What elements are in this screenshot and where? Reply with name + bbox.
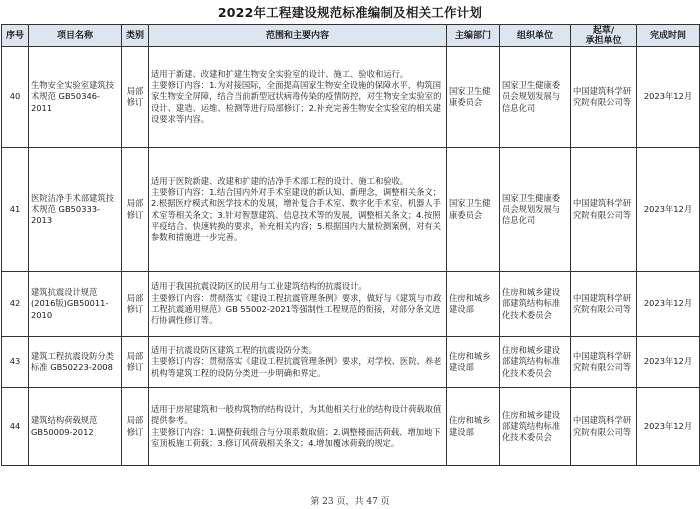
dept-cell: 住房和城乡建设部 bbox=[447, 272, 500, 337]
scope-applicability: 适用于抗震设防区建筑工程的抗震设防分类。 bbox=[151, 345, 317, 356]
name-cell: 建筑工程抗震设防分类标准 GB50223-2008 bbox=[29, 337, 122, 388]
col-header-drafter bbox=[571, 25, 637, 47]
name-cell: 生物安全实验室建筑技术规范 GB50346-2011 bbox=[29, 47, 122, 148]
drafter-header-line1: 起草/ bbox=[592, 25, 615, 36]
type-cell: 局部修订 bbox=[122, 148, 149, 272]
col-header-org: 组织单位 bbox=[500, 25, 571, 47]
plan-table bbox=[1, 24, 700, 466]
drafter-cell: 中国建筑科学研究院有限公司等 bbox=[571, 388, 637, 466]
table-row bbox=[2, 272, 700, 337]
seq-cell: 42 bbox=[2, 272, 29, 337]
scope-applicability: 适用于医院新建、改建和扩建的洁净手术部工程的设计、施工和验收。 bbox=[151, 175, 409, 186]
table-row bbox=[2, 148, 700, 272]
drafter-cell: 中国建筑科学研究院有限公司等 bbox=[571, 47, 637, 148]
col-header-scope: 范围和主要内容 bbox=[149, 25, 447, 47]
org-cell: 住房和城乡建设部建筑结构标准化技术委员会 bbox=[500, 388, 571, 466]
drafter-cell: 中国建筑科学研究院有限公司等 bbox=[571, 272, 637, 337]
dept-cell: 国家卫生健康委员会 bbox=[447, 47, 500, 148]
name-cell: 建筑结构荷载规范 GB50009-2012 bbox=[29, 388, 122, 466]
time-cell: 2023年12月 bbox=[637, 47, 700, 148]
page-number: 第 23 页，共 47 页 bbox=[310, 497, 390, 507]
time-cell: 2023年12月 bbox=[637, 388, 700, 466]
table-row bbox=[2, 337, 700, 388]
seq-cell: 40 bbox=[2, 47, 29, 148]
org-cell: 国家卫生健康委员会规划发展与信息化司 bbox=[500, 148, 571, 272]
scope-revisions: 主要修订内容：贯彻落实《建设工程抗震管理条例》要求，对学校、医院、养老机构等建筑工程的设防分类进一步明确和界定。 bbox=[151, 356, 442, 378]
page-title: 2022年工程建设规范标准编制及相关工作计划 bbox=[217, 5, 483, 20]
scope-revisions: 主要修订内容：贯彻落实《建设工程抗震管理条例》要求，做好与《建筑与市政工程抗震通用规范》GB 55002-2021等强制性工程规范的衔接，对部分条文进行协调性修订等。 bbox=[151, 292, 442, 326]
col-header-dept: 主编部门 bbox=[447, 25, 500, 47]
seq-cell: 44 bbox=[2, 388, 29, 466]
scope-cell bbox=[149, 47, 447, 148]
drafter-cell: 中国建筑科学研究院有限公司等 bbox=[571, 337, 637, 388]
type-cell: 局部修订 bbox=[122, 388, 149, 466]
type-cell: 局部修订 bbox=[122, 47, 149, 148]
time-cell: 2023年12月 bbox=[637, 272, 700, 337]
dept-cell: 住房和城乡建设部 bbox=[447, 337, 500, 388]
col-header-type: 类别 bbox=[122, 25, 149, 47]
seq-cell: 43 bbox=[2, 337, 29, 388]
drafter-header-line2: 承担单位 bbox=[585, 35, 622, 46]
header-row bbox=[2, 25, 700, 47]
name-cell: 医院洁净手术部建筑技术规范 GB50333-2013 bbox=[29, 148, 122, 272]
scope-applicability: 适用于房屋建筑和一般构筑物的结构设计，为其他相关行业的结构设计荷载取值提供参考。 bbox=[151, 403, 442, 426]
scope-revisions: 主要修订内容：1.调整荷载组合与分项系数取值；2.调整楼面活荷载、增加地下室顶板施工荷载；3.修订风荷载相关条文；4.增加覆冰荷载的规定。 bbox=[151, 426, 441, 448]
col-header-time: 完成时间 bbox=[637, 25, 700, 47]
scope-cell bbox=[149, 148, 447, 272]
scope-cell bbox=[149, 337, 447, 388]
scope-applicability: 适用于新建、改建和扩建生物安全实验室的设计、施工、验收和运行。 bbox=[151, 68, 409, 79]
org-cell: 住房和城乡建设部建筑结构标准化技术委员会 bbox=[500, 337, 571, 388]
scope-revisions: 主要修订内容：1.结合国内外对手术室建设的新认知、新理念，调整相关条文；2.根据医疗模式和医学技术的发展，增补复合手术室、数字化手术室、机器人手术室等相关条文；3.针对智慧建筑、信息技术等的发展，调整相关条文；4.按照平疫结合、快速转换的要求，补充相关内容；5.根据国内大量检测案例，对有关参数和措施进一步完善。 bbox=[151, 186, 442, 243]
time-cell: 2023年12月 bbox=[637, 337, 700, 388]
scope-cell bbox=[149, 272, 447, 337]
col-header-seq: 序号 bbox=[2, 25, 29, 47]
table-row bbox=[2, 388, 700, 466]
type-cell: 局部修订 bbox=[122, 272, 149, 337]
time-cell: 2023年12月 bbox=[637, 148, 700, 272]
table-row bbox=[2, 47, 700, 148]
dept-cell: 住房和城乡建设部 bbox=[447, 388, 500, 466]
type-cell: 局部修订 bbox=[122, 337, 149, 388]
scope-cell bbox=[149, 388, 447, 466]
scope-revisions: 主要修订内容：1.为对接国际，全面提高国家生物安全设施的保障水平，构筑国家生物安全屏障，结合当前新型冠状病毒传染的疫情防控，对生物安全实验室的设计、建造、运维、检测等进行局部修订；2.补充完善生物安全实验室的相关建设要求等内容。 bbox=[151, 80, 442, 124]
dept-cell: 国家卫生健康委员会 bbox=[447, 148, 500, 272]
drafter-cell: 中国建筑科学研究院有限公司等 bbox=[571, 148, 637, 272]
org-cell: 国家卫生健康委员会规划发展与信息化司 bbox=[500, 47, 571, 148]
name-cell: 建筑抗震设计规范(2016版)GB50011-2010 bbox=[29, 272, 122, 337]
org-cell: 住房和城乡建设部建筑结构标准化技术委员会 bbox=[500, 272, 571, 337]
col-header-name: 项目名称 bbox=[29, 25, 122, 47]
scope-applicability: 适用于我国抗震设防区的民用与工业建筑结构的抗震设计。 bbox=[151, 281, 367, 292]
seq-cell: 41 bbox=[2, 148, 29, 272]
